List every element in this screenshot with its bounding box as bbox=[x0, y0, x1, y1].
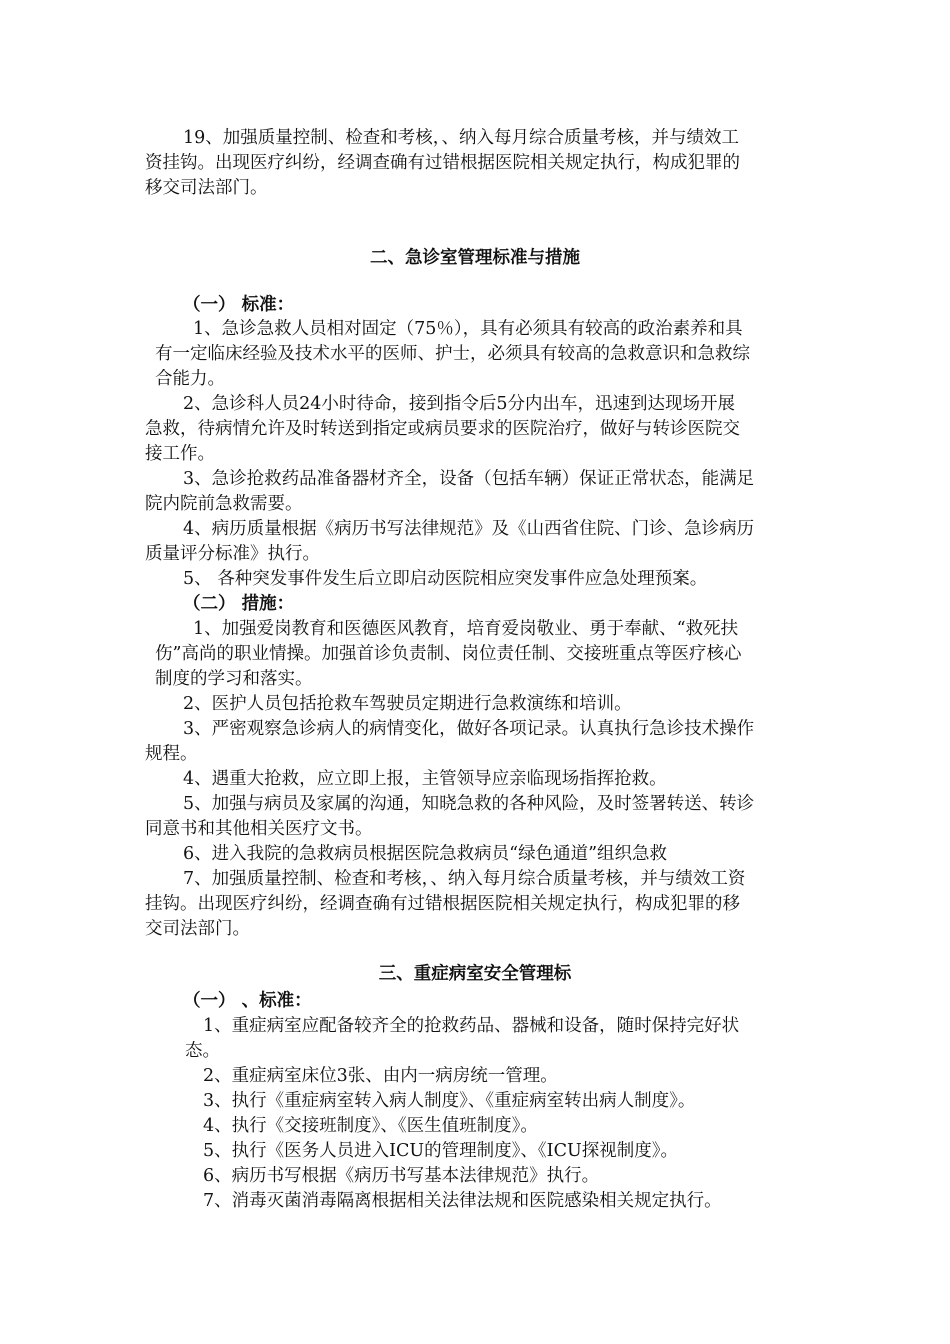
section3-title: 三、重症病室安全管理标 bbox=[378, 964, 572, 984]
s2-standard-line-3: 合能力。 bbox=[155, 369, 225, 389]
s3-standard-line-8: 7、消毒灭菌消毒隔离根据相关法律法规和医院感染相关规定执行。 bbox=[203, 1191, 722, 1211]
s3-standard-line-1: 1、重症病室应配备较齐全的抢救药品、器械和设备，随时保持完好状 bbox=[203, 1016, 740, 1036]
s2-standard-line-7: 3、急诊抢救药品准备器材齐全，设备（包括车辆）保证正常状态，能满足 bbox=[183, 469, 755, 489]
s2-standard-line-6: 接工作。 bbox=[145, 444, 215, 464]
top-paragraph-line-2: 资挂钩。出现医疗纠纷，经调查确有过错根据医院相关规定执行，构成犯罪的 bbox=[145, 153, 740, 173]
s2-measures-line-7: 4、遇重大抢救，应立即上报，主管领导应亲临现场指挥抢救。 bbox=[183, 769, 667, 789]
s2-standard-line-10: 质量评分标准》执行。 bbox=[145, 544, 320, 564]
s2-standard-line-1: 1、急诊急救人员相对固定（75％），具有必须具有较高的政治素养和具 bbox=[193, 319, 743, 339]
s2-measures-line-8: 5、加强与病员及家属的沟通，知晓急救的各种风险，及时签署转送、转诊 bbox=[183, 794, 755, 814]
s2-standard-line-4: 2、急诊科人员24小时待命，接到指令后5分内出车，迅速到达现场开展 bbox=[183, 394, 736, 414]
section2-title: 二、急诊室管理标准与措施 bbox=[370, 248, 580, 268]
s2-measures-line-12: 挂钩。出现医疗纠纷，经调查确有过错根据医院相关规定执行，构成犯罪的移 bbox=[145, 894, 740, 914]
s3-standard-line-5: 4、执行《交接班制度》、《医生值班制度》。 bbox=[203, 1116, 538, 1136]
s2-measures-line-6: 规程。 bbox=[145, 744, 198, 764]
s2-standard-line-5: 急救，待病情允许及时转送到指定或病员要求的医院治疗，做好与转诊医院交 bbox=[145, 419, 740, 439]
s2-measures-line-5: 3、严密观察急诊病人的病情变化，做好各项记录。认真执行急诊技术操作 bbox=[183, 719, 755, 739]
s2-standard-line-9: 4、病历质量根据《病历书写法律规范》及《山西省住院、门诊、急诊病历 bbox=[183, 519, 755, 539]
s2-measures-line-13: 交司法部门。 bbox=[145, 919, 250, 939]
s2-measures-line-9: 同意书和其他相关医疗文书。 bbox=[145, 819, 373, 839]
s2-measures-line-1: 1、加强爱岗教育和医德医风教育，培育爱岗敬业、勇于奉献、“救死扶 bbox=[193, 619, 739, 639]
s2-standard-line-11: 5、 各种突发事件发生后立即启动医院相应突发事件应急处理预案。 bbox=[183, 569, 708, 589]
top-paragraph-line-1: 19、加强质量控制、检查和考核，、纳入每月综合质量考核，并与绩效工 bbox=[183, 128, 740, 148]
s2-standard-line-8: 院内院前急救需要。 bbox=[145, 494, 303, 514]
s3-standard-line-7: 6、病历书写根据《病历书写基本法律规范》执行。 bbox=[203, 1166, 600, 1186]
section2-measures-heading: （二） 措施： bbox=[183, 594, 295, 614]
s3-standard-line-4: 3、执行《重症病室转入病人制度》、《重症病室转出病人制度》。 bbox=[203, 1091, 696, 1111]
s2-measures-line-2: 伤”高尚的职业情操。加强首诊负责制、岗位责任制、交接班重点等医疗核心 bbox=[155, 644, 742, 664]
s2-measures-line-11: 7、加强质量控制、检查和考核，、纳入每月综合质量考核，并与绩效工资 bbox=[183, 869, 746, 889]
s2-measures-line-4: 2、医护人员包括抢救车驾驶员定期进行急救演练和培训。 bbox=[183, 694, 632, 714]
s2-measures-line-10: 6、进入我院的急救病员根据医院急救病员“绿色通道”组织急救 bbox=[183, 844, 668, 864]
s2-standard-line-2: 有一定临床经验及技术水平的医师、护士，必须具有较高的急救意识和急救综 bbox=[155, 344, 750, 364]
section2-standard-heading: （一） 标准： bbox=[183, 295, 295, 315]
s3-standard-line-6: 5、执行《医务人员进入ICU的管理制度》、《ICU探视制度》。 bbox=[203, 1141, 678, 1161]
s3-standard-line-3: 2、重症病室床位3张、由内一病房统一管理。 bbox=[203, 1066, 558, 1086]
section3-standard-heading: （一） 、标准： bbox=[183, 991, 312, 1011]
top-paragraph-line-3: 移交司法部门。 bbox=[145, 178, 268, 198]
s2-measures-line-3: 制度的学习和落实。 bbox=[155, 669, 313, 689]
s3-standard-line-2: 态。 bbox=[185, 1041, 220, 1061]
